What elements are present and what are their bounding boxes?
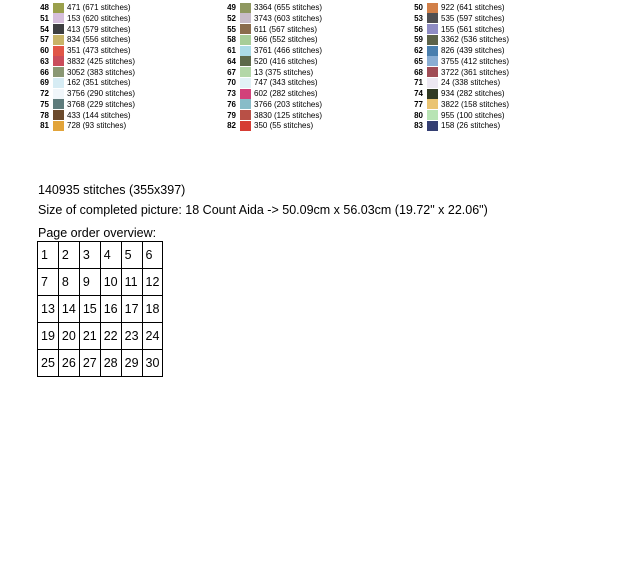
legend-entry	[216, 34, 318, 45]
legend-symbol-number: 60	[40, 46, 49, 55]
legend-label: 3052 (383 stitches)	[67, 67, 136, 77]
page-cell: 16	[100, 296, 121, 323]
stitch-count: 140935 stitches (355x397)	[38, 183, 186, 197]
color-swatch	[53, 99, 64, 109]
legend-entry	[216, 56, 318, 67]
legend-label: 471 (671 stitches)	[67, 3, 131, 12]
page-cell: 2	[58, 242, 79, 269]
legend-label: 3832 (425 stitches)	[67, 56, 136, 66]
legend-label: 3761 (466 stitches)	[254, 46, 323, 55]
legend-entry	[29, 56, 135, 67]
legend-label: 3364 (655 stitches)	[254, 3, 323, 12]
legend-symbol-number: 80	[414, 110, 423, 120]
legend-symbol-number: 49	[227, 3, 236, 12]
legend-label: 3830 (125 stitches)	[254, 110, 323, 120]
page-cell: 21	[79, 323, 100, 350]
legend-symbol-number: 79	[227, 110, 236, 120]
legend-label: 162 (351 stitches)	[67, 78, 131, 88]
legend-entry	[216, 110, 322, 121]
legend-symbol-number: 73	[227, 89, 236, 98]
legend-label: 413 (579 stitches)	[67, 24, 131, 34]
legend-symbol-number: 72	[40, 89, 49, 98]
color-swatch	[427, 35, 438, 45]
page-cell: 19	[38, 323, 59, 350]
legend-symbol-number: 74	[414, 89, 423, 98]
page-cell: 6	[142, 242, 163, 269]
color-swatch	[53, 110, 64, 120]
page-cell: 15	[79, 296, 100, 323]
legend-symbol-number: 62	[414, 46, 423, 55]
legend-entry	[403, 110, 505, 121]
page-cell: 12	[142, 269, 163, 296]
legend-label: 158 (26 stitches)	[441, 121, 501, 131]
legend-entry	[403, 99, 509, 110]
color-swatch	[53, 56, 64, 66]
legend-entry	[216, 2, 322, 13]
legend-label: 3743 (603 stitches)	[254, 13, 323, 23]
color-swatch	[240, 89, 251, 99]
page-cell: 18	[142, 296, 163, 323]
legend-label: 350 (55 stitches)	[254, 121, 314, 131]
page-grid-row	[38, 269, 163, 296]
page-cell: 14	[58, 296, 79, 323]
legend-entry	[403, 88, 505, 99]
color-swatch	[427, 121, 438, 131]
color-swatch	[427, 13, 438, 23]
legend-symbol-number: 64	[227, 56, 236, 66]
color-swatch	[53, 67, 64, 77]
page-cell: 23	[121, 323, 142, 350]
page-grid-row	[38, 350, 163, 377]
legend-label: 728 (93 stitches)	[67, 121, 127, 131]
legend-label: 153 (620 stitches)	[67, 13, 131, 23]
color-swatch	[240, 3, 251, 13]
page-cell: 4	[100, 242, 121, 269]
legend-symbol-number: 63	[40, 56, 49, 66]
color-swatch	[240, 56, 251, 66]
legend-symbol-number: 76	[227, 99, 236, 109]
page-cell: 3	[79, 242, 100, 269]
legend-entry	[403, 34, 509, 45]
legend-symbol-number: 75	[40, 99, 49, 109]
page-cell: 17	[121, 296, 142, 323]
legend-label: 3756 (290 stitches)	[67, 89, 136, 98]
legend-entry	[216, 67, 313, 78]
legend-label: 3755 (412 stitches)	[441, 56, 510, 66]
color-swatch	[240, 46, 251, 56]
legend-symbol-number: 77	[414, 99, 423, 109]
legend-entry	[216, 24, 317, 35]
color-swatch	[53, 78, 64, 88]
legend-symbol-number: 48	[40, 3, 49, 12]
page-cell: 7	[38, 269, 59, 296]
legend-entry	[29, 110, 131, 121]
legend-entry	[403, 56, 509, 67]
page-cell: 13	[38, 296, 59, 323]
legend-symbol-number: 70	[227, 78, 236, 88]
legend-entry	[216, 13, 322, 24]
page-cell: 24	[142, 323, 163, 350]
page-cell: 5	[121, 242, 142, 269]
legend-label: 602 (282 stitches)	[254, 89, 318, 98]
legend-symbol-number: 61	[227, 46, 236, 55]
page-grid-row	[38, 242, 163, 269]
legend-symbol-number: 58	[227, 35, 236, 45]
legend-symbol-number: 56	[414, 24, 423, 34]
legend-entry	[403, 24, 505, 35]
legend-symbol-number: 66	[40, 67, 49, 77]
page-cell: 9	[79, 269, 100, 296]
color-swatch	[427, 67, 438, 77]
page-grid-row	[38, 296, 163, 323]
legend-entry	[29, 13, 131, 24]
legend-label: 826 (439 stitches)	[441, 46, 505, 55]
legend-label: 955 (100 stitches)	[441, 110, 505, 120]
legend-entry	[403, 77, 500, 88]
legend-symbol-number: 53	[414, 13, 423, 23]
color-swatch	[240, 99, 251, 109]
thread-legend	[0, 0, 636, 135]
legend-symbol-number: 50	[414, 3, 423, 12]
legend-symbol-number: 68	[414, 67, 423, 77]
legend-entry	[29, 67, 135, 78]
legend-symbol-number: 71	[414, 78, 423, 88]
legend-label: 535 (597 stitches)	[441, 13, 505, 23]
legend-label: 3362 (536 stitches)	[441, 35, 510, 45]
legend-entry	[216, 88, 318, 99]
legend-symbol-number: 69	[40, 78, 49, 88]
legend-entry	[216, 45, 322, 56]
page-cell: 29	[121, 350, 142, 377]
legend-symbol-number: 55	[227, 24, 236, 34]
page-cell: 27	[79, 350, 100, 377]
legend-label: 520 (416 stitches)	[254, 56, 318, 66]
legend-symbol-number: 65	[414, 56, 423, 66]
color-swatch	[53, 13, 64, 23]
color-swatch	[427, 110, 438, 120]
legend-symbol-number: 67	[227, 67, 236, 77]
page-grid-row	[38, 323, 163, 350]
color-swatch	[240, 110, 251, 120]
color-swatch	[240, 67, 251, 77]
color-swatch	[53, 89, 64, 99]
legend-entry	[29, 120, 126, 131]
color-swatch	[427, 78, 438, 88]
legend-label: 433 (144 stitches)	[67, 110, 131, 120]
page-cell: 28	[100, 350, 121, 377]
legend-symbol-number: 51	[40, 13, 49, 23]
legend-entry	[403, 13, 505, 24]
color-swatch	[53, 121, 64, 131]
page-cell: 8	[58, 269, 79, 296]
legend-symbol-number: 78	[40, 110, 49, 120]
color-swatch	[240, 24, 251, 34]
page-order-title: Page order overview:	[38, 226, 157, 240]
legend-entry	[216, 77, 318, 88]
page-order-grid	[37, 241, 163, 377]
legend-symbol-number: 83	[414, 121, 423, 131]
legend-label: 934 (282 stitches)	[441, 89, 505, 98]
legend-label: 3722 (361 stitches)	[441, 67, 510, 77]
legend-entry	[29, 88, 135, 99]
pattern-summary	[38, 180, 488, 220]
color-swatch	[427, 3, 438, 13]
legend-symbol-number: 52	[227, 13, 236, 23]
color-swatch	[53, 3, 64, 13]
page-cell: 26	[58, 350, 79, 377]
legend-entry	[29, 77, 131, 88]
legend-entry	[29, 24, 131, 35]
legend-symbol-number: 54	[40, 24, 49, 34]
page-cell: 10	[100, 269, 121, 296]
legend-label: 3822 (158 stitches)	[441, 99, 510, 109]
legend-entry	[216, 99, 322, 110]
color-swatch	[427, 24, 438, 34]
color-swatch	[427, 46, 438, 56]
color-swatch	[53, 46, 64, 56]
page-cell: 1	[38, 242, 59, 269]
page-cell: 11	[121, 269, 142, 296]
color-swatch	[240, 78, 251, 88]
legend-label: 747 (343 stitches)	[254, 78, 318, 88]
legend-entry	[403, 120, 500, 131]
color-swatch	[427, 99, 438, 109]
color-swatch	[53, 24, 64, 34]
legend-entry	[29, 34, 131, 45]
page-cell: 22	[100, 323, 121, 350]
legend-label: 155 (561 stitches)	[441, 24, 505, 34]
color-swatch	[240, 35, 251, 45]
page-cell: 25	[38, 350, 59, 377]
legend-symbol-number: 57	[40, 35, 49, 45]
legend-label: 834 (556 stitches)	[67, 35, 131, 45]
legend-entry	[403, 45, 505, 56]
legend-symbol-number: 82	[227, 121, 236, 131]
legend-label: 351 (473 stitches)	[67, 46, 131, 55]
color-swatch	[240, 121, 251, 131]
legend-entry	[403, 67, 509, 78]
legend-entry	[29, 2, 131, 13]
page-cell: 30	[142, 350, 163, 377]
legend-label: 3768 (229 stitches)	[67, 99, 136, 109]
legend-entry	[216, 120, 313, 131]
legend-label: 611 (567 stitches)	[254, 24, 317, 34]
legend-entry	[403, 2, 505, 13]
color-swatch	[53, 35, 64, 45]
completed-size: Size of completed picture: 18 Count Aida -> 50.09cm x 56.03cm (19.72" x 22.06")	[38, 203, 488, 217]
color-swatch	[240, 13, 251, 23]
color-swatch	[427, 56, 438, 66]
page-cell: 20	[58, 323, 79, 350]
legend-entry	[29, 99, 135, 110]
legend-label: 13 (375 stitches)	[254, 67, 314, 77]
legend-label: 966 (552 stitches)	[254, 35, 318, 45]
color-swatch	[427, 89, 438, 99]
legend-entry	[29, 45, 131, 56]
legend-symbol-number: 81	[40, 121, 49, 131]
legend-label: 3766 (203 stitches)	[254, 99, 323, 109]
legend-label: 24 (338 stitches)	[441, 78, 501, 88]
legend-symbol-number: 59	[414, 35, 423, 45]
legend-label: 922 (641 stitches)	[441, 3, 505, 12]
